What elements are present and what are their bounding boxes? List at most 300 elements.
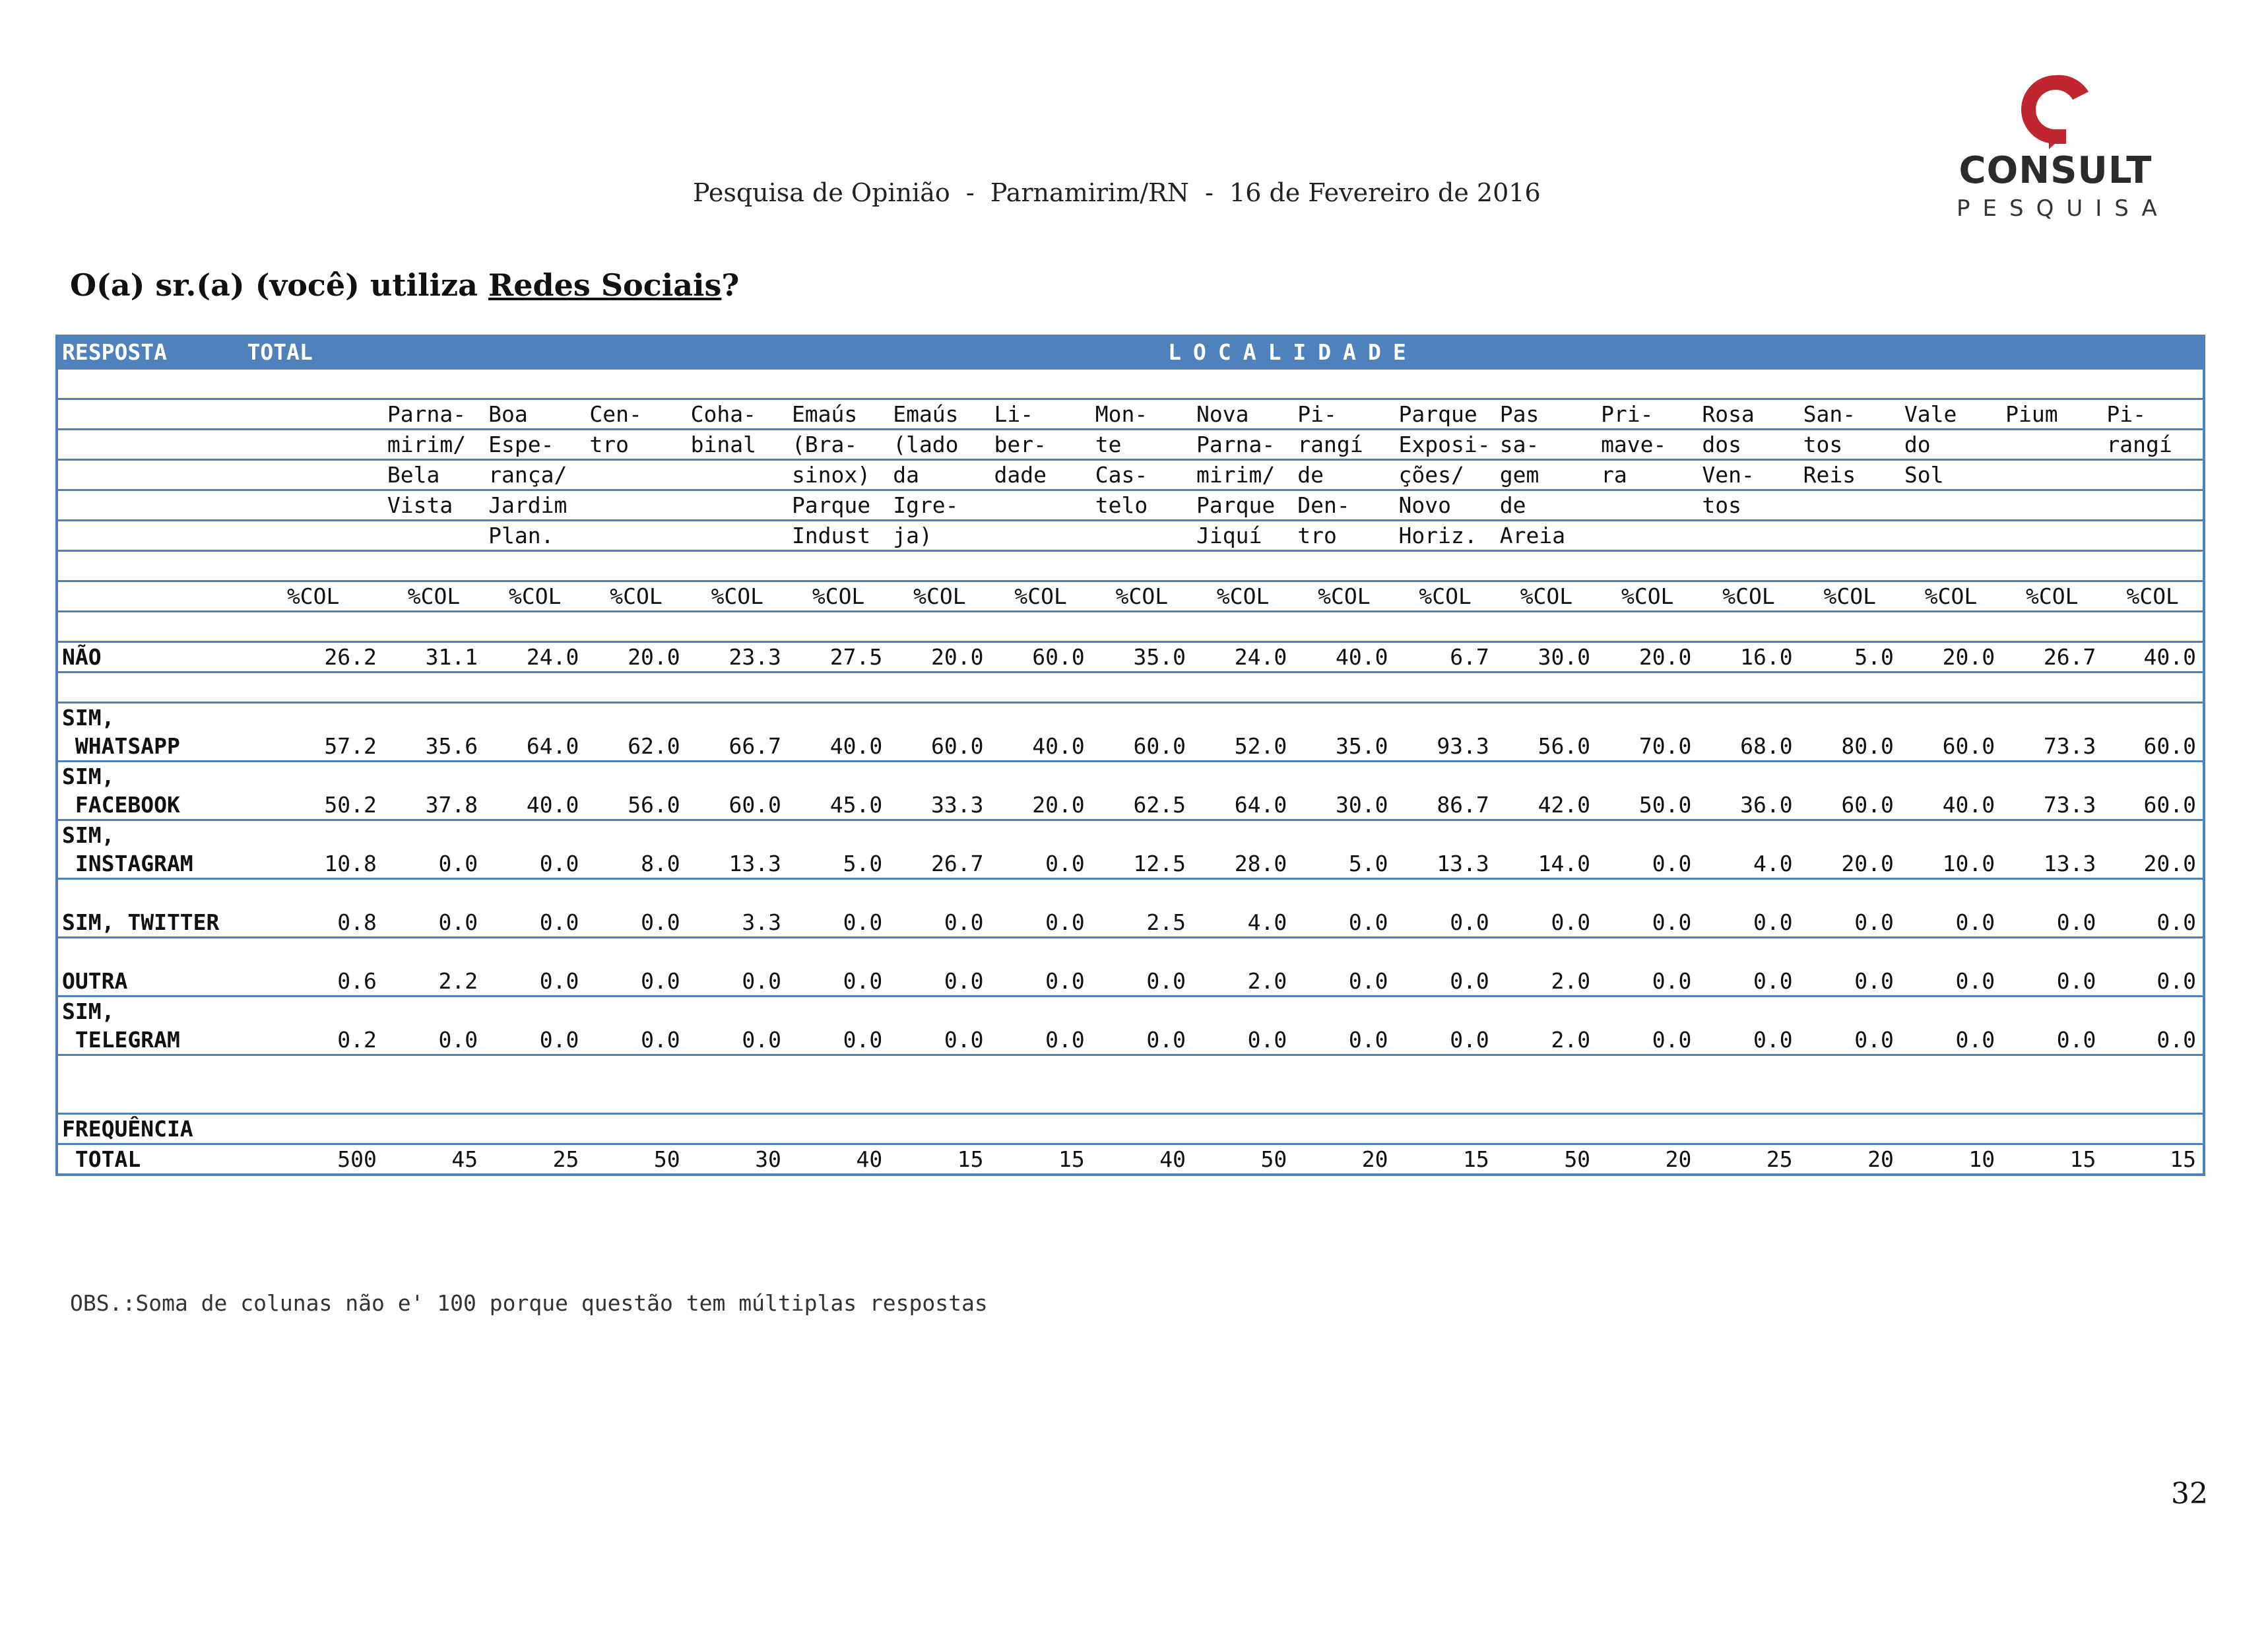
empty-cell [57, 460, 243, 490]
row-value: 0.0 [1900, 967, 2001, 997]
table-header-row [57, 336, 2204, 369]
column-heading-row [57, 490, 2204, 521]
column-heading-line [687, 521, 788, 551]
row-value: 0.0 [1698, 908, 1799, 938]
row-value: 0.0 [1293, 1026, 1394, 1055]
column-heading-line: binal [687, 430, 788, 460]
row-value: 0.0 [383, 1026, 484, 1055]
row-total: 57.2 [243, 732, 383, 762]
row-value: 37.8 [383, 791, 484, 820]
column-heading-line [2102, 521, 2204, 551]
frequency-value: 30 [687, 1144, 788, 1175]
row-value: 86.7 [1395, 791, 1496, 820]
column-heading-line: sa- [1496, 430, 1597, 460]
empty-cell [243, 820, 2205, 850]
row-label-line1: SIM, [62, 998, 115, 1024]
row-value: 0.0 [1395, 1026, 1496, 1055]
row-value: 23.3 [687, 642, 788, 672]
blank-cell [57, 1055, 2204, 1114]
frequency-value: 45 [383, 1144, 484, 1175]
empty-cell [57, 490, 243, 521]
row-value: 2.2 [383, 967, 484, 997]
row-value: 0.0 [484, 967, 585, 997]
row-value: 33.3 [889, 791, 990, 820]
column-heading-line: dade [990, 460, 1091, 490]
column-heading-line: Plan. [484, 521, 585, 551]
column-heading-line [1799, 521, 1900, 551]
row-value: 0.0 [1293, 967, 1394, 997]
row-value: 0.0 [2102, 967, 2204, 997]
column-heading-line: Den- [1293, 490, 1394, 521]
blank-row [57, 369, 2204, 399]
row-value: 0.0 [889, 908, 990, 938]
data-row-label-line [57, 762, 2204, 791]
row-value: 30.0 [1293, 791, 1394, 820]
column-heading-line [2102, 490, 2204, 521]
column-heading-line: Pi- [1293, 399, 1394, 430]
row-value: 42.0 [1496, 791, 1597, 820]
consult-logo-icon [1950, 71, 2161, 150]
row-value: 0.0 [990, 967, 1091, 997]
row-value: 20.0 [1597, 642, 1698, 672]
column-heading-line: Pri- [1597, 399, 1698, 430]
column-heading-line: Rosa [1698, 399, 1799, 430]
column-heading-line [687, 490, 788, 521]
row-value: 20.0 [1799, 849, 1900, 879]
row-value: 24.0 [1192, 642, 1293, 672]
column-heading-line [585, 521, 686, 551]
frequency-value: 25 [1698, 1144, 1799, 1175]
column-heading-line [687, 460, 788, 490]
column-heading-line: Pas [1496, 399, 1597, 430]
column-heading-line: de [1293, 460, 1394, 490]
row-total: 26.2 [243, 642, 383, 672]
column-heading-line: San- [1799, 399, 1900, 430]
column-heading-line: te [1091, 430, 1192, 460]
pct-label: %COL [1395, 581, 1496, 612]
row-value: 2.5 [1091, 908, 1192, 938]
column-heading-line [585, 490, 686, 521]
row-value: 45.0 [788, 791, 889, 820]
frequency-value: 15 [889, 1144, 990, 1175]
column-heading-line: Indust [788, 521, 889, 551]
column-heading-line [1091, 521, 1192, 551]
row-value: 0.0 [1091, 967, 1192, 997]
table-row [57, 849, 2204, 879]
row-value: 14.0 [1496, 849, 1597, 879]
column-heading-line [1597, 490, 1698, 521]
row-value: 60.0 [990, 642, 1091, 672]
row-value: 2.0 [1496, 1026, 1597, 1055]
column-heading-line: tos [1698, 490, 1799, 521]
column-heading-line: tro [585, 430, 686, 460]
row-label-line1: SIM, [62, 705, 115, 731]
pct-label: %COL [990, 581, 1091, 612]
empty-cell [243, 460, 383, 490]
column-heading-line: ra [1597, 460, 1698, 490]
row-value: 35.6 [383, 732, 484, 762]
column-heading-line: dos [1698, 430, 1799, 460]
row-value: 4.0 [1698, 849, 1799, 879]
row-value: 80.0 [1799, 732, 1900, 762]
column-heading-line: (Bra- [788, 430, 889, 460]
column-heading-row [57, 399, 2204, 430]
row-value: 0.0 [1597, 967, 1698, 997]
frequency-value: 10 [1900, 1144, 2001, 1175]
row-value: 5.0 [788, 849, 889, 879]
row-value: 60.0 [2102, 791, 2204, 820]
table-row [57, 1026, 2204, 1055]
row-value: 13.3 [1395, 849, 1496, 879]
row-value: 0.0 [1192, 1026, 1293, 1055]
column-heading-line: da [889, 460, 990, 490]
row-value: 20.0 [990, 791, 1091, 820]
row-label: TELEGRAM [57, 1026, 243, 1055]
column-heading-line: ber- [990, 430, 1091, 460]
row-value: 0.0 [1799, 967, 1900, 997]
observation-note: OBS.:Soma de colunas não e' 100 porque questão tem múltiplas respostas [70, 1290, 988, 1316]
row-value: 28.0 [1192, 849, 1293, 879]
row-value: 60.0 [1799, 791, 1900, 820]
column-heading-line: rangí [2102, 430, 2204, 460]
row-value: 0.0 [1900, 1026, 2001, 1055]
column-heading-line: Sol [1900, 460, 2001, 490]
pct-label: %COL [1496, 581, 1597, 612]
row-value: 20.0 [1900, 642, 2001, 672]
column-heading-line: Pi- [2102, 399, 2204, 430]
column-heading-line: (lado [889, 430, 990, 460]
row-value: 30.0 [1496, 642, 1597, 672]
data-row-label-line [57, 703, 2204, 733]
column-heading-line: Pium [2001, 399, 2102, 430]
table-row [57, 908, 2204, 938]
frequency-value: 15 [1395, 1144, 1496, 1175]
column-heading-line: Cas- [1091, 460, 1192, 490]
column-heading-line: Reis [1799, 460, 1900, 490]
frequency-value: 25 [484, 1144, 585, 1175]
pct-label: %COL [383, 581, 484, 612]
row-value: 60.0 [1900, 732, 2001, 762]
row-total: 0.8 [243, 908, 383, 938]
column-heading-line: do [1900, 430, 2001, 460]
row-value: 0.0 [687, 1026, 788, 1055]
row-value: 0.0 [1900, 908, 2001, 938]
column-heading-line: sinox) [788, 460, 889, 490]
row-value: 10.0 [1900, 849, 2001, 879]
row-value: 35.0 [1293, 732, 1394, 762]
column-heading-line: Coha- [687, 399, 788, 430]
report-subtitle: Pesquisa de Opinião - Parnamirim/RN - 16 de Fevereiro de 2016 [693, 178, 1541, 207]
pct-label: %COL [889, 581, 990, 612]
column-heading-line: Igre- [889, 490, 990, 521]
row-value: 0.0 [1799, 1026, 1900, 1055]
row-value: 40.0 [1900, 791, 2001, 820]
column-heading-row [57, 460, 2204, 490]
row-value: 0.0 [383, 849, 484, 879]
row-value: 0.0 [585, 1026, 686, 1055]
pct-label: %COL [1900, 581, 2001, 612]
data-row-label-line [57, 938, 2204, 967]
row-value: 0.0 [2102, 1026, 2204, 1055]
row-value: 20.0 [889, 642, 990, 672]
row-value: 6.7 [1395, 642, 1496, 672]
empty-cell [57, 581, 243, 612]
row-value: 27.5 [788, 642, 889, 672]
frequency-value: 50 [1496, 1144, 1597, 1175]
column-heading-line: rangí [1293, 430, 1394, 460]
column-heading-line: ções/ [1395, 460, 1496, 490]
column-heading-line: Areia [1496, 521, 1597, 551]
page-number: 32 [2171, 1477, 2208, 1511]
column-heading-line: Li- [990, 399, 1091, 430]
row-value: 2.0 [1496, 967, 1597, 997]
blank-cell [57, 369, 2204, 399]
column-heading-line [2001, 460, 2102, 490]
frequency-value: 20 [1293, 1144, 1394, 1175]
row-value: 0.0 [788, 908, 889, 938]
column-heading-line: Cen- [585, 399, 686, 430]
row-value: 0.0 [1597, 1026, 1698, 1055]
column-heading-line [1900, 490, 2001, 521]
row-value: 93.3 [1395, 732, 1496, 762]
pct-label: %COL [1293, 581, 1394, 612]
row-label: INSTAGRAM [57, 849, 243, 879]
row-value: 0.0 [889, 967, 990, 997]
row-value: 60.0 [2102, 732, 2204, 762]
frequency-total: 500 [243, 1144, 383, 1175]
column-heading-line: Horiz. [1395, 521, 1496, 551]
row-label-line1: SIM, [62, 822, 115, 848]
frequency-value: 15 [2102, 1144, 2204, 1175]
row-value: 0.0 [1293, 908, 1394, 938]
row-value: 13.3 [687, 849, 788, 879]
row-value: 0.0 [687, 967, 788, 997]
row-value: 2.0 [1192, 967, 1293, 997]
row-value: 5.0 [1799, 642, 1900, 672]
frequency-value: 50 [1192, 1144, 1293, 1175]
row-value: 3.3 [687, 908, 788, 938]
column-heading-line [585, 460, 686, 490]
row-value: 0.0 [1597, 849, 1698, 879]
column-heading-line: telo [1091, 490, 1192, 521]
column-heading-line: Parque [1395, 399, 1496, 430]
column-heading-line: Nova [1192, 399, 1293, 430]
row-value: 0.0 [1799, 908, 1900, 938]
data-row-label-line [57, 820, 2204, 850]
column-heading-line: Parna- [1192, 430, 1293, 460]
column-heading-line: Jardim [484, 490, 585, 521]
row-label: OUTRA [57, 967, 243, 997]
row-value: 0.0 [2001, 908, 2102, 938]
question-prefix: O(a) sr.(a) (você) utiliza [70, 267, 488, 303]
row-value: 0.0 [788, 967, 889, 997]
row-value: 0.0 [484, 849, 585, 879]
row-value: 56.0 [585, 791, 686, 820]
row-label: NÃO [57, 642, 243, 672]
row-value: 12.5 [1091, 849, 1192, 879]
pct-label: %COL [1091, 581, 1192, 612]
row-total: 10.8 [243, 849, 383, 879]
row-value: 62.0 [585, 732, 686, 762]
pct-label: %COL [2001, 581, 2102, 612]
row-label-line1: SIM, [62, 764, 115, 789]
empty-cell [243, 521, 383, 551]
row-value: 50.0 [1597, 791, 1698, 820]
row-value: 70.0 [1597, 732, 1698, 762]
empty-cell [243, 879, 2205, 909]
row-value: 0.0 [2001, 1026, 2102, 1055]
row-value: 8.0 [585, 849, 686, 879]
empty-cell [243, 997, 2205, 1026]
consult-logo [1950, 71, 2170, 223]
row-value: 73.3 [2001, 791, 2102, 820]
row-value: 0.0 [2001, 967, 2102, 997]
row-value: 56.0 [1496, 732, 1597, 762]
frequency-value: 20 [1597, 1144, 1698, 1175]
empty-cell [243, 703, 2205, 733]
pct-label: %COL [687, 581, 788, 612]
header-localidade: LOCALIDADE [383, 336, 2204, 369]
frequency-total-label: TOTAL [57, 1144, 243, 1175]
column-heading-line: Jiquí [1192, 521, 1293, 551]
column-heading-line [2001, 490, 2102, 521]
pct-label: %COL [585, 581, 686, 612]
row-value: 20.0 [585, 642, 686, 672]
row-value: 26.7 [2001, 642, 2102, 672]
row-total: 0.2 [243, 1026, 383, 1055]
empty-cell [243, 762, 2205, 791]
header-resposta: RESPOSTA [57, 336, 243, 369]
question-underlined: Redes Sociais [488, 267, 722, 303]
row-value: 0.0 [484, 908, 585, 938]
empty-cell [57, 430, 243, 460]
row-value: 40.0 [788, 732, 889, 762]
column-heading-line: Parna- [383, 399, 484, 430]
data-row-label-line [57, 879, 2204, 909]
blank-row [57, 612, 2204, 642]
pct-label: %COL [2102, 581, 2204, 612]
column-heading-row [57, 430, 2204, 460]
empty-cell [57, 521, 243, 551]
table-row [57, 732, 2204, 762]
row-value: 0.0 [1496, 908, 1597, 938]
column-heading-line: tos [1799, 430, 1900, 460]
column-heading-line: Novo [1395, 490, 1496, 521]
row-label-line1 [57, 879, 243, 909]
pct-label: %COL [1698, 581, 1799, 612]
question-title [70, 267, 739, 303]
frequency-value: 50 [585, 1144, 686, 1175]
empty-cell [243, 399, 383, 430]
column-heading-line [1698, 521, 1799, 551]
frequency-value: 15 [2001, 1144, 2102, 1175]
column-heading-line [383, 521, 484, 551]
column-heading-line: gem [1496, 460, 1597, 490]
column-heading-line [1799, 490, 1900, 521]
column-heading-line: ja) [889, 521, 990, 551]
row-value: 40.0 [1293, 642, 1394, 672]
row-value: 0.0 [585, 967, 686, 997]
column-heading-line: Espe- [484, 430, 585, 460]
row-value: 0.0 [1395, 908, 1496, 938]
row-value: 5.0 [1293, 849, 1394, 879]
row-value: 35.0 [1091, 642, 1192, 672]
blank-row [57, 1055, 2204, 1114]
column-heading-line [2001, 430, 2102, 460]
row-value: 0.0 [585, 908, 686, 938]
data-row-label-line [57, 997, 2204, 1026]
empty-cell [243, 430, 383, 460]
table-row [57, 642, 2204, 672]
column-heading-line [1597, 521, 1698, 551]
frequency-value: 15 [990, 1144, 1091, 1175]
empty-cell [243, 490, 383, 521]
row-value: 60.0 [889, 732, 990, 762]
column-heading-line: mave- [1597, 430, 1698, 460]
pct-label: %COL [1799, 581, 1900, 612]
row-value: 0.0 [1698, 1026, 1799, 1055]
column-heading-line: mirim/ [383, 430, 484, 460]
column-heading-line: Boa [484, 399, 585, 430]
header-total: TOTAL [243, 336, 383, 369]
row-value: 68.0 [1698, 732, 1799, 762]
row-value: 16.0 [1698, 642, 1799, 672]
column-heading-line [1900, 521, 2001, 551]
row-value: 60.0 [1091, 732, 1192, 762]
blank-row [57, 551, 2204, 581]
pct-label: %COL [243, 581, 383, 612]
table-row [57, 791, 2204, 820]
row-label: FACEBOOK [57, 791, 243, 820]
column-heading-line: de [1496, 490, 1597, 521]
results-table [55, 335, 2205, 1176]
column-heading-line: Emaús [889, 399, 990, 430]
row-value: 64.0 [1192, 791, 1293, 820]
row-value: 13.3 [2001, 849, 2102, 879]
frequency-value: 20 [1799, 1144, 1900, 1175]
pct-label: %COL [1192, 581, 1293, 612]
row-value: 0.0 [1597, 908, 1698, 938]
row-value: 73.3 [2001, 732, 2102, 762]
logo-word: CONSULT [1959, 149, 2153, 192]
question-suffix: ? [721, 267, 740, 303]
blank-cell [57, 551, 2204, 581]
empty-cell [57, 399, 243, 430]
row-value: 4.0 [1192, 908, 1293, 938]
row-value: 0.0 [1698, 967, 1799, 997]
row-total: 50.2 [243, 791, 383, 820]
row-value: 0.0 [484, 1026, 585, 1055]
row-label-line1 [57, 938, 243, 967]
column-heading-line: Ven- [1698, 460, 1799, 490]
column-heading-line [2102, 460, 2204, 490]
column-heading-line: Vale [1900, 399, 2001, 430]
column-heading-line: rança/ [484, 460, 585, 490]
column-heading-line: Emaús [788, 399, 889, 430]
empty-cell [243, 1114, 2205, 1144]
row-value: 40.0 [990, 732, 1091, 762]
column-heading-line: Mon- [1091, 399, 1192, 430]
row-value: 26.7 [889, 849, 990, 879]
column-heading-line: Parque [788, 490, 889, 521]
logo-subword: PESQUISA [1957, 195, 2170, 222]
pct-label: %COL [788, 581, 889, 612]
empty-cell [243, 938, 2205, 967]
blank-cell [57, 612, 2204, 642]
row-label: SIM, TWITTER [57, 908, 243, 938]
row-value: 31.1 [383, 642, 484, 672]
column-heading-line: Bela [383, 460, 484, 490]
